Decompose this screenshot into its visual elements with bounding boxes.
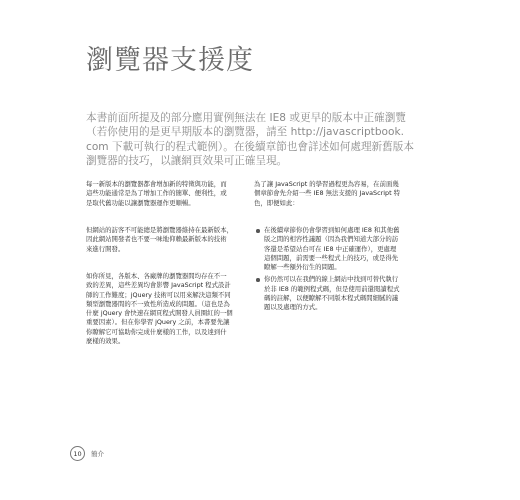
text-line: 是取代舊功能以讓瀏覽器運作更順暢。 (86, 198, 195, 207)
text-line: 來進行開發。 (86, 244, 125, 253)
text-line: 重要因素）。但在你學習 jQuery 之前，本書要先讓 (86, 318, 230, 327)
left-paragraph-1 (86, 180, 246, 208)
text-line: 但網站的訪客不可能總是將瀏覽器維持在最新版本， (86, 226, 233, 234)
text-line: 在後續章節你仍會學習到如何處理 IE8 和其他舊 (264, 226, 400, 234)
text-line: 類型瀏覽器間的不一致性所造成的問題。（這也是為 (86, 299, 230, 308)
bullet-icon (256, 229, 260, 233)
text-line: 如你所見，各版本、各廠牌的瀏覽器間均存在不一 (86, 272, 227, 280)
list-item (254, 275, 429, 312)
list-item (254, 226, 429, 272)
text-line: 客還是希望站台可在 IE8 中正確運作），更處理 (264, 244, 397, 253)
intro-line: 本書前面所提及的部分應用實例無法在 IE8 或更早的版本中正確瀏覽 (86, 112, 406, 124)
page-footer (70, 446, 104, 461)
page-number: 10 (70, 446, 85, 461)
text-line: 個章節會先介紹一些 IE8 無法支援的 JavaScript 特 (254, 189, 401, 198)
text-line: 題以及處理的方式。 (264, 303, 322, 312)
right-paragraph-1 (254, 180, 424, 208)
text-line: 這些功能通常是為了增加工作的簡單、便利性，或 (86, 189, 227, 198)
text-line: 為了讓 JavaScript 的學習過程更為容易，在前面幾 (254, 180, 399, 188)
section-label: 簡介 (91, 450, 104, 458)
intro-line: （若你使用的是更早期版本的瀏覽器，請至 http://javascriptbook. (86, 126, 405, 139)
text-line: 你仍然可以在我們的線上網站中找到可替代執行 (264, 275, 399, 284)
left-paragraph-2 (86, 226, 246, 254)
text-line: 瞭解一些額外衍生的問題。 (264, 263, 341, 272)
text-line: 致的差異，這些差異均會影響 JavaScript 程式設計 (86, 281, 231, 290)
text-line: 什麼 jQuery 會快速在網頁程式開發人員圈紅的一個 (86, 309, 233, 318)
text-line: 色，即便如此： (254, 198, 299, 207)
bullet-icon (256, 278, 260, 282)
text-line: 每一新版本的瀏覽器都會增加新的特徵與功能，而 (86, 180, 227, 188)
text-line: 於非 IE8 的範例程式碼，但是使用前還閱讀程式 (264, 284, 400, 293)
text-line: 碼的註解，以便瞭解不同版本程式碼間細膩的議 (264, 294, 399, 303)
text-line: 這個問題，前需要一些程式上的技巧，或是得先 (264, 253, 399, 262)
text-line: 因此網站開發者也不要一味地仰賴最新版本的技術 (86, 235, 227, 244)
bullet-list (254, 226, 429, 316)
intro-line: com 下載可執行的程式範例）。在後續章節也會詳述如何處理新舊版本 (86, 140, 414, 153)
text-line: 師的工作難度；jQuery 技術可以用來解決這類不同 (86, 290, 231, 299)
page-title: 瀏覽器支援度 (86, 45, 254, 77)
left-paragraph-3 (86, 272, 246, 346)
text-line: 你瞭解它可協助你完成什麼樣的工作，以及達到什 (86, 327, 227, 336)
text-line: 版之間的相容性議題（因為我們知道大部分的訪 (264, 235, 399, 244)
intro-paragraph (86, 111, 446, 169)
text-line: 麼樣的效果。 (86, 337, 125, 346)
intro-line: 瀏覽器的技巧，以讓網頁效果可正確呈現。 (86, 155, 288, 168)
